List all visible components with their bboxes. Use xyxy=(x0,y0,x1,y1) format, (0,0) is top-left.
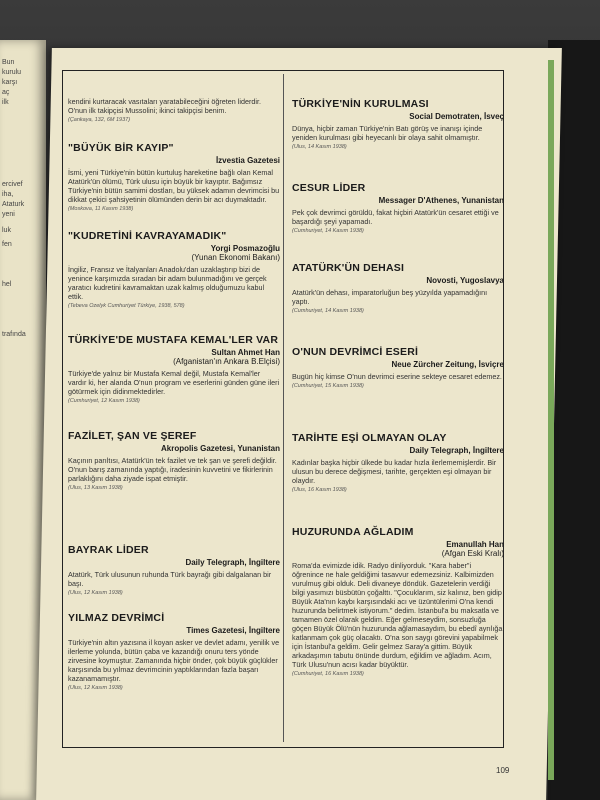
entry-heading: ATATÜRK'ÜN DEHASI xyxy=(292,262,405,274)
entry-turkiyede xyxy=(68,334,280,404)
page-number: 109 xyxy=(496,766,510,775)
entry-citation: (Cumhuriyet, 14 Kasım 1938) xyxy=(292,308,364,314)
entry-body: Dünya, hiçbir zaman Türkiye'nin Batı görüş ve inanışı içinde yeniden kurulması gibi heyecanlı bir olaya sahit olmamıştır. xyxy=(292,124,483,142)
entry-citation: (Ulus, 12 Kasım 1938) xyxy=(68,685,123,691)
left-page-fragment: trafında xyxy=(2,331,26,338)
entry-source-note: (Yunan Ekonomi Bakanı) xyxy=(191,253,280,262)
entry-heading: TÜRKİYE'NİN KURULMASI xyxy=(292,98,429,110)
entry-heading: CESUR LİDER xyxy=(292,182,366,194)
entry-body: Bugün hiç kimse O'nun devrimci eserine sekteye cesaret edemez. xyxy=(292,372,502,381)
entry-source: İzvestia Gazetesi xyxy=(215,156,280,165)
entry-citation: (Ulus, 16 Kasım 1938) xyxy=(292,487,347,493)
entry-body: Pek çok devrimci görüldü, fakat hiçbiri Atatürk'ün cesaret ettiği ve başardığı şeyi yapamadı. xyxy=(292,208,499,226)
entry-citation: (Cumhuriyet, 12 Kasım 1938) xyxy=(68,398,140,404)
entry-body: kendini kurtaracak vasıtaları yaratabileceğini öğreten liderdir. O'nun ilk takipçisi Mussolini; ikinci takipçisi benim. xyxy=(68,97,261,115)
entry-source: Daily Telegraph, İngiltere xyxy=(409,446,504,455)
entry-heading: FAZİLET, ŞAN VE ŞEREF xyxy=(68,430,197,442)
entry-source: Times Gazetesi, İngiltere xyxy=(186,626,280,635)
entry-citation: (Cumhuriyet, 16 Kasım 1938) xyxy=(292,671,364,677)
entry-dehasi xyxy=(292,262,504,314)
entry-citation: (Çankaya, 132, 6M 1937) xyxy=(68,117,131,123)
left-page-fragment: Ataturk xyxy=(2,201,25,208)
entry-source: Messager D'Athenes, Yunanistan xyxy=(378,196,504,205)
entry-citation: (Cumhuriyet, 14 Kasım 1938) xyxy=(292,228,364,234)
entry-yilmaz xyxy=(68,612,280,691)
left-page-fragment: fen xyxy=(2,241,12,248)
entry-heading: TARİHTE EŞİ OLMAYAN OLAY xyxy=(292,432,447,444)
entry-source: Neue Zürcher Zeitung, İsviçre xyxy=(391,360,504,369)
entry-tarihte xyxy=(292,432,504,493)
entry-source: Sultan Ahmet Han xyxy=(211,348,280,357)
entry-source-note: (Afganistan'ın Ankara B.Elçisi) xyxy=(173,357,280,366)
entry-buyuk xyxy=(68,142,280,212)
left-page-fragment: yeni xyxy=(2,211,15,218)
entry-body: İngiliz, Fransız ve İtalyanları Anadolu'dan uzaklaştırıp bizi de yenince karşımızda sıradan bir adam bulunmadığını ve gerçek yaratıcı kudretini kavramaktan uzak kalmış olduğumuzu kabul ettik. xyxy=(68,265,267,301)
entry-body: Atatürk'ün dehası, imparatorluğun beş yüzyılda yapamadığını yaptı. xyxy=(292,288,488,306)
entry-heading: "BÜYÜK BİR KAYIP" xyxy=(68,142,174,154)
entry-body: Atatürk, Türk ulusunun ruhunda Türk bayrağı gibi dalgalanan bir başı. xyxy=(68,570,272,588)
entry-bayrak xyxy=(68,544,280,596)
entry-source: Akropolis Gazetesi, Yunanistan xyxy=(161,444,280,453)
entry-source-note: (Afgan Eski Kralı) xyxy=(441,549,504,558)
page-edge-green xyxy=(548,60,554,780)
entry-heading: YILMAZ DEVRİMCİ xyxy=(68,612,165,624)
entry-kurulmasi xyxy=(292,98,504,150)
entry-heading: BAYRAK LİDER xyxy=(68,544,149,556)
left-page-fragment: ercivef xyxy=(2,181,23,188)
entry-citation: (Moskova, 11 Kasım 1938) xyxy=(68,206,134,212)
left-page-fragment: Bun xyxy=(2,59,15,66)
entry-body: İsmi, yeni Türkiye'nin bütün kurtuluş hareketine bağlı olan Kemal Atatürk'ün ölümü, Türk ulusu için büyük bir kayıptır. Bağımsız Türkiye'nin bütün samimi dostları, bu yüksek adamın devrimcisi bu dikkat çekici şahsiyetinin ölümünden derin bir acı duymaktadır. xyxy=(68,168,280,204)
left-page-fragment: hel xyxy=(2,281,12,288)
entry-body: Türkiye'nin altın yazısına il koyan asker ve devlet adamı, yenilik ve ilerleme yolunda, bütün çaba ve kazandığı onuru ters yönde zirvesine koymuştur. Zamanında hiçbir önder, çok büyük güçlükler karşısında bu yılmaz devrimcinin yaptıklarından fazla başarı kazanamamıştır. xyxy=(68,638,280,683)
entry-intro xyxy=(68,94,280,123)
entry-fazilet xyxy=(68,430,280,491)
left-page-fragment: aç xyxy=(2,89,10,96)
entry-cesur xyxy=(292,182,504,234)
entry-citation: (Ulus, 14 Kasım 1938) xyxy=(292,144,347,150)
entry-body: Roma'da evimizde idik. Radyo dinliyorduk. "Kara haber"i öğrenince ne hale geldiğimi tasavvur edemezsiniz. Kalbimizden vurulmuş gibi olduk. Deli divaneye döndük. Gazetelerin verdiği bilgi yasımızı büsbütün çoğalttı. "Çocuklarım, siz kalınız, ben gidip Büyük Ata'nın kaybı karşısındaki acı ve üzüntülerimi O'na kendi huzurunda belirtmek istiyorum." dedim. İstanbul'a bu maksatla ve tamamen özel olarak geldim. Eğer gelmeseydim, sonsuzluğa göçen Büyük Ölü'nün huzurunda ağlamasaydım, bu ebedî ayrılığa katlanmam çok güç olacaktı. O'na son saygı görevini yapabilmek için İstanbul'a geldim. Gelir gelmez Saray'a gittim. Büyük arkadaşımın tabutu önünde durdum, eğildim ve ağladım. Acım, Türk Ulusu'nun acısı kadar büyüktür. xyxy=(292,561,503,669)
entry-source: Yorgi Posmazoğlu xyxy=(210,244,280,253)
entry-citation: (Cumhuriyet, 15 Kasım 1938) xyxy=(292,383,364,389)
left-page-fragment: kurulu xyxy=(2,69,22,76)
entry-heading: "KUDRETİNİ KAVRAYAMADIK" xyxy=(68,230,227,242)
column-divider xyxy=(283,74,284,742)
entry-heading: HUZURUNDA AĞLADIM xyxy=(292,526,414,538)
entry-body: Kaçının parıltısı, Atatürk'ün tek fazilet ve tek şan ve şerefi değildir. O'nun barış zamanında yaptığı, iradesinin kuvvetini ve fikirlerinin parlaklığını daha ziyade ispat etmiştir. xyxy=(68,456,277,483)
left-page-fragment: karşı xyxy=(2,79,18,86)
entry-source: Social Demotraten, İsveç xyxy=(409,112,504,121)
left-page-fragment: ilk xyxy=(2,99,9,106)
entry-huzurunda xyxy=(292,526,504,677)
entry-source: Daily Telegraph, İngiltere xyxy=(185,558,280,567)
entry-source: Emanullah Han xyxy=(446,540,504,549)
entry-citation: (Ulus, 12 Kasım 1938) xyxy=(68,590,123,596)
entry-devrimci xyxy=(292,346,504,389)
entry-body: Kadınlar başka hiçbir ülkede bu kadar hızla ilerlememişlerdir. Bir ulusun bu derece değişmesi, tarihte, gerçekten eşi olmayan bir olaydır. xyxy=(292,458,497,485)
entry-heading: TÜRKİYE'DE MUSTAFA KEMAL'LER VAR xyxy=(68,334,279,346)
entry-body: Türkiye'de yalnız bir Mustafa Kemal değil, Mustafa Kemal'ler vardır ki, her alanda O'nun program ve eserlerini günden güne ileri götürmek için didinmektedirler. xyxy=(68,369,280,396)
entry-citation: (Ulus, 13 Kasım 1938) xyxy=(68,485,123,491)
entry-heading: O'NUN DEVRİMCİ ESERİ xyxy=(292,346,419,358)
entry-source: Novosti, Yugoslavya xyxy=(426,276,504,285)
entry-kudret xyxy=(68,230,280,309)
left-page-fragment: luk xyxy=(2,227,11,234)
left-page-fragment: iha, xyxy=(2,191,14,198)
entry-citation: (Tebeva Ozelyk Cumhuriyet Türkiye, 1938, 578) xyxy=(68,303,185,309)
